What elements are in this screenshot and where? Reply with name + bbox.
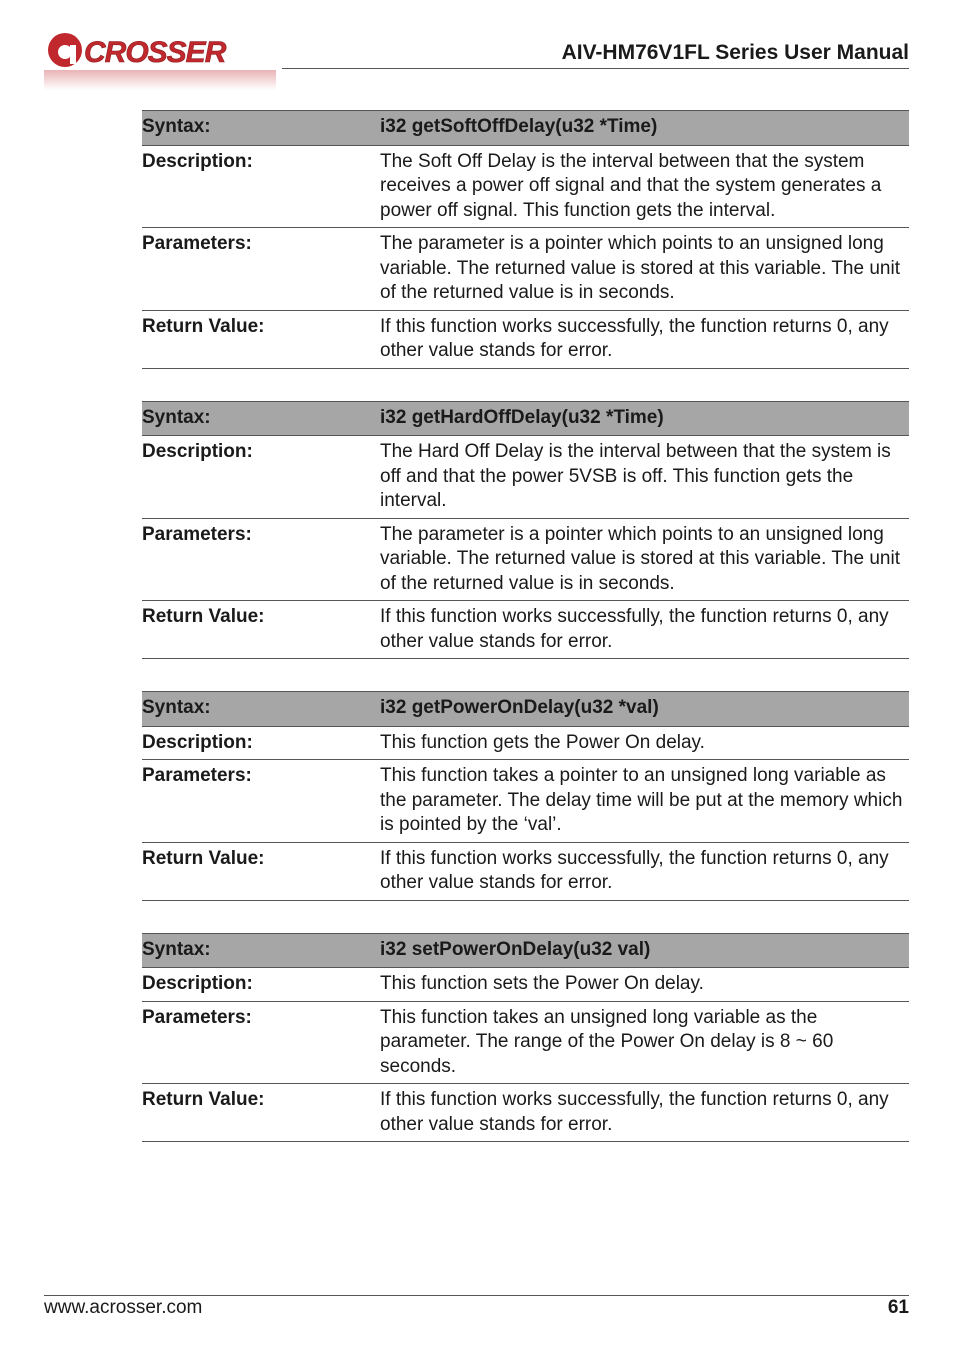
footer-divider bbox=[44, 1295, 909, 1296]
api-function-list bbox=[142, 110, 909, 1174]
header-divider bbox=[282, 68, 909, 69]
return-value-text: If this function works successfully, the function returns 0, any other value stands for error. bbox=[380, 847, 889, 893]
parameters-label: Parameters: bbox=[142, 1006, 252, 1028]
description-label: Description: bbox=[142, 441, 253, 462]
description-label: Description: bbox=[142, 150, 253, 172]
acrosser-logo-graphic bbox=[44, 30, 276, 94]
return-value-row bbox=[142, 1084, 909, 1142]
api-entry bbox=[142, 933, 909, 1143]
return-value-text: If this function works successfully, the function returns 0, any other value stands for error. bbox=[380, 606, 889, 652]
parameters-label: Parameters: bbox=[142, 233, 252, 254]
description-value: The Soft Off Delay is the interval between that the system receives a power off signal and that the system generates a power off signal. This function gets the interval. bbox=[380, 150, 882, 221]
return-value-text: If this function works successfully, the function returns 0, any other value stands for error. bbox=[380, 1089, 889, 1135]
description-label: Description: bbox=[142, 973, 253, 994]
syntax-label: Syntax: bbox=[142, 938, 211, 960]
svg-text:CROSSER: CROSSER bbox=[84, 36, 226, 69]
syntax-row bbox=[142, 934, 909, 969]
syntax-value: i32 getPowerOnDelay(u32 *val) bbox=[380, 697, 659, 718]
acrosser-logo bbox=[44, 30, 276, 94]
parameters-value: The parameter is a pointer which points to an unsigned long variable. The returned value is stored at this variable. The unit of the returned value is in seconds. bbox=[380, 233, 900, 303]
parameters-value: This function takes an unsigned long variable as the parameter. The range of the Power On delay is 8 ~ 60 seconds. bbox=[380, 1006, 834, 1077]
return-value-row bbox=[142, 843, 909, 901]
description-label: Description: bbox=[142, 731, 253, 753]
return-value-label: Return Value: bbox=[142, 315, 265, 337]
syntax-label: Syntax: bbox=[142, 697, 211, 718]
description-row bbox=[142, 146, 909, 229]
footer-website: www.acrosser.com bbox=[44, 1297, 203, 1318]
page-number: 61 bbox=[887, 1297, 909, 1318]
parameters-label: Parameters: bbox=[142, 523, 252, 545]
parameters-row bbox=[142, 519, 909, 602]
description-row bbox=[142, 968, 909, 1002]
parameters-row bbox=[142, 1002, 909, 1085]
syntax-value: i32 getSoftOffDelay(u32 *Time) bbox=[380, 116, 658, 137]
parameters-value: The parameter is a pointer which points to an unsigned long variable. The returned value is stored at this variable. The unit of the returned value is in seconds. bbox=[380, 523, 900, 594]
description-value: This function sets the Power On delay. bbox=[380, 973, 704, 994]
document-title: AIV-HM76V1FL Series User Manual bbox=[561, 41, 909, 64]
description-row bbox=[142, 436, 909, 519]
api-entry bbox=[142, 691, 909, 901]
syntax-value: i32 getHardOffDelay(u32 *Time) bbox=[380, 406, 664, 428]
return-value-label: Return Value: bbox=[142, 606, 265, 627]
api-entry bbox=[142, 110, 909, 369]
description-value: This function gets the Power On delay. bbox=[380, 731, 705, 753]
syntax-row bbox=[142, 402, 909, 437]
parameters-label: Parameters: bbox=[142, 765, 252, 786]
return-value-text: If this function works successfully, the function returns 0, any other value stands for error. bbox=[380, 315, 889, 361]
syntax-row bbox=[142, 692, 909, 727]
parameters-row bbox=[142, 760, 909, 843]
syntax-label: Syntax: bbox=[142, 406, 211, 428]
return-value-row bbox=[142, 311, 909, 369]
description-row bbox=[142, 727, 909, 761]
api-entry bbox=[142, 401, 909, 660]
return-value-row bbox=[142, 601, 909, 659]
parameters-row bbox=[142, 228, 909, 311]
parameters-value: This function takes a pointer to an unsigned long variable as the parameter. The delay time will be put at the memory which is pointed by the ‘val’. bbox=[380, 765, 903, 835]
return-value-label: Return Value: bbox=[142, 1089, 265, 1110]
return-value-label: Return Value: bbox=[142, 847, 265, 869]
syntax-row bbox=[142, 111, 909, 146]
syntax-value: i32 setPowerOnDelay(u32 val) bbox=[380, 938, 651, 960]
description-value: The Hard Off Delay is the interval between that the system is off and that the power 5VSB is off. This function gets the interval. bbox=[380, 441, 891, 511]
syntax-label: Syntax: bbox=[142, 116, 211, 137]
